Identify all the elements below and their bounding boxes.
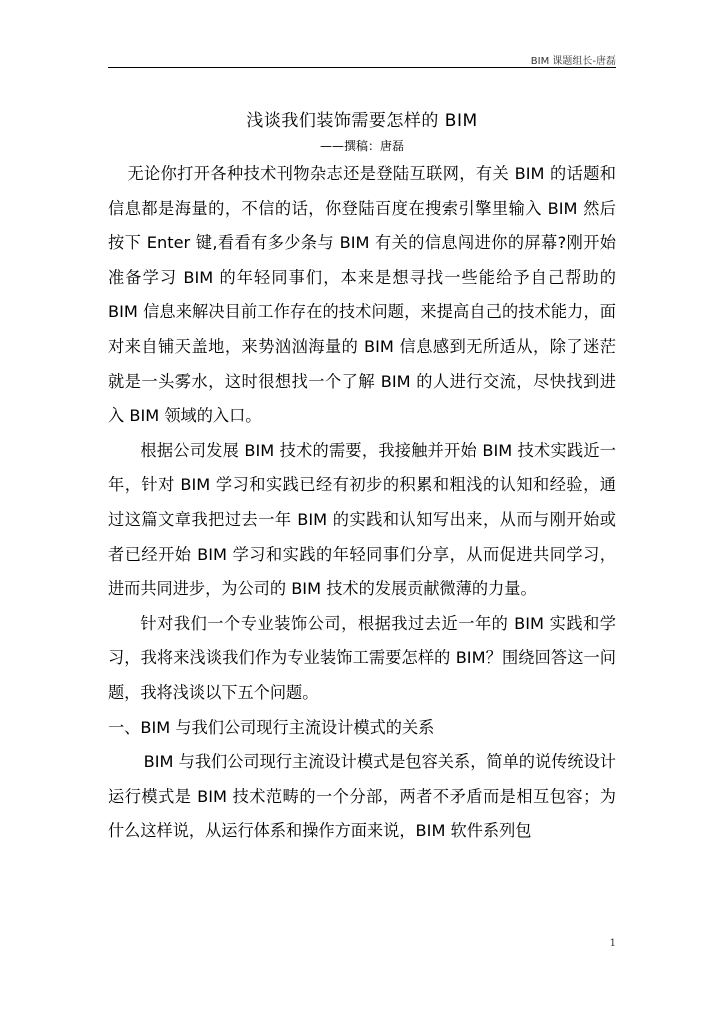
page-number: 1: [609, 938, 616, 949]
section-paragraph: BIM 与我们公司现行主流设计模式是包容关系，简单的说传统设计运行模式是 BIM 技术范畴的一个分部，两者不矛盾而是相互包容；为什么这样说，从运行体系和操作方面来说，BIM 软件系列包: [108, 752, 616, 841]
paragraph-3: 针对我们一个专业装饰公司，根据我过去近一年的 BIM 实践和学习，我将来浅谈我们作为专业装饰工需要怎样的 BIM？围绕回答这一问题，我将浅谈以下五个问题。: [108, 613, 616, 702]
header-divider: [108, 67, 616, 68]
paragraph-1: 无论你打开各种技术刊物杂志还是登陆互联网，有关 BIM 的话题和信息都是海量的，不信的话，你登陆百度在搜索引擎里输入 BIM 然后按下 Enter 键,看看有多少条与 BIM 有关的信息闯进你的屏幕?刚开始准备学习 BIM 的年轻同事们，本来是想寻找一些能给予自己帮助的 BIM 信息来解决目前工作存在的技术问题，来提高自己的技术能力，面对来自铺天盖地，来势汹汹海量的 BIM 信息感到无所适从，除了迷茫就是一头雾水，这时很想找一个了解 BIM 的人进行交流，尽快找到进入 BIM 领域的入口。: [108, 164, 616, 426]
author-byline: ——撰稿：唐磊: [319, 139, 404, 153]
document-body: [108, 157, 616, 849]
paragraph-2: 根据公司发展 BIM 技术的需要，我接触并开始 BIM 技术实践近一年，针对 BIM 学习和实践已经有初步的积累和粗浅的认知和经验，通过这篇文章我把过去一年 BIM 的实践和认知写出来，从而与刚开始或者已经开始 BIM 学习和实践的年轻同事们分享，从而促进共同学习，进而共同进步，为公司的 BIM 技术的发展贡献微薄的力量。: [108, 440, 616, 599]
document-title: 浅谈我们装饰需要怎样的 BIM: [246, 111, 478, 131]
section-heading: 一、BIM 与我们公司现行主流设计模式的关系: [108, 717, 435, 737]
page-header: BIM 课题组长-唐磊: [530, 56, 616, 67]
